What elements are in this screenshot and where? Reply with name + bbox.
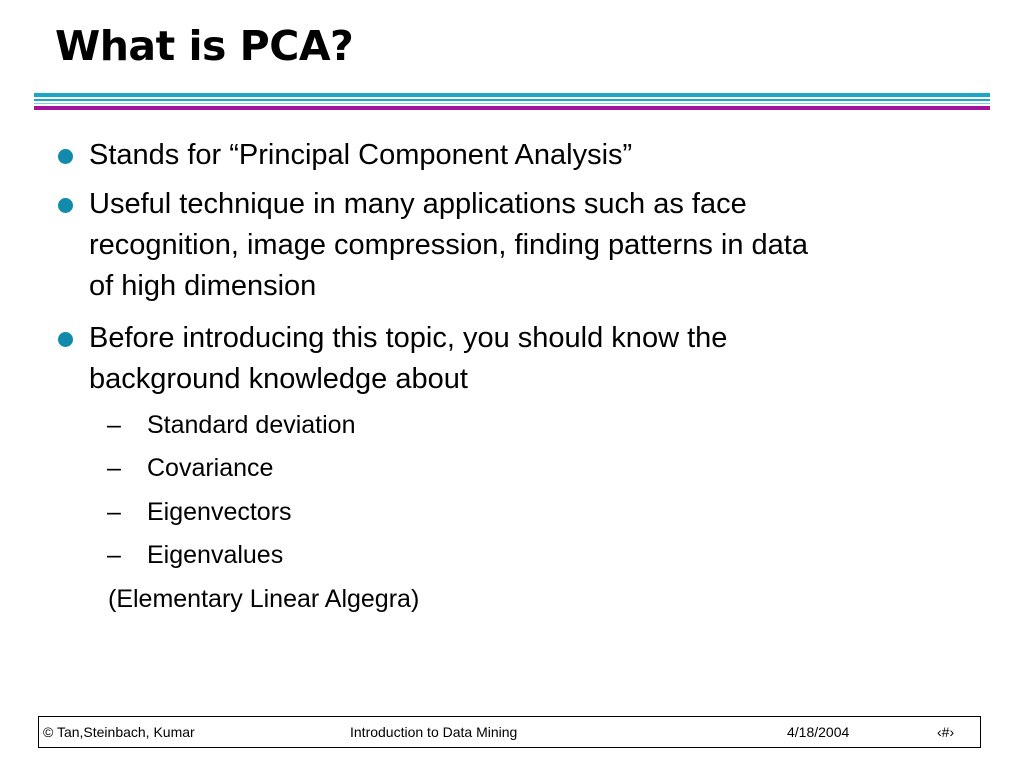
bullet-item-background xyxy=(89,318,959,400)
sub-item-eigenvalues xyxy=(107,539,284,571)
sub-item-covariance xyxy=(107,452,274,484)
sub-item-standard-deviation xyxy=(107,409,356,441)
slide-footer xyxy=(38,716,981,748)
sub-item-text: Eigenvectors xyxy=(147,498,292,526)
footer-copyright: © Tan,Steinbach, Kumar xyxy=(43,724,195,740)
sub-item-text: Eigenvalues xyxy=(147,541,284,569)
bullet-text-line: recognition, image compression, finding patterns in data xyxy=(89,229,808,261)
sub-item-eigenvectors xyxy=(107,496,292,528)
bullet-text-line: Useful technique in many applications such as face xyxy=(89,188,747,220)
title-rule-cyan xyxy=(34,93,990,97)
dash-icon: – xyxy=(107,541,121,569)
bullet-dot-icon xyxy=(58,332,73,347)
title-rule-cyan-light xyxy=(34,103,990,104)
note-text: (Elementary Linear Algegra) xyxy=(108,585,420,613)
bullet-text-line: Before introducing this topic, you should know the xyxy=(89,322,728,354)
bullet-text-line: background knowledge about xyxy=(89,363,468,395)
footer-page-number: ‹#› xyxy=(937,724,955,740)
sub-item-text: Covariance xyxy=(147,454,274,482)
footer-course-title: Introduction to Data Mining xyxy=(350,724,518,740)
sub-item-text: Standard deviation xyxy=(147,411,356,439)
slide-title: What is PCA? xyxy=(55,22,354,70)
bullet-item-applications xyxy=(89,184,959,307)
bullet-item-pca-meaning xyxy=(89,135,959,176)
dash-icon: – xyxy=(107,454,121,482)
bullet-text-line: of high dimension xyxy=(89,270,317,302)
bullet-dot-icon xyxy=(58,198,73,213)
dash-icon: – xyxy=(107,498,121,526)
title-rule-cyan-thin xyxy=(34,99,990,101)
bullet-text: Stands for “Principal Component Analysis” xyxy=(89,139,633,171)
dash-icon: – xyxy=(107,411,121,439)
title-rule-purple xyxy=(34,106,990,110)
bullet-dot-icon xyxy=(58,149,73,164)
footer-date: 4/18/2004 xyxy=(787,724,850,740)
